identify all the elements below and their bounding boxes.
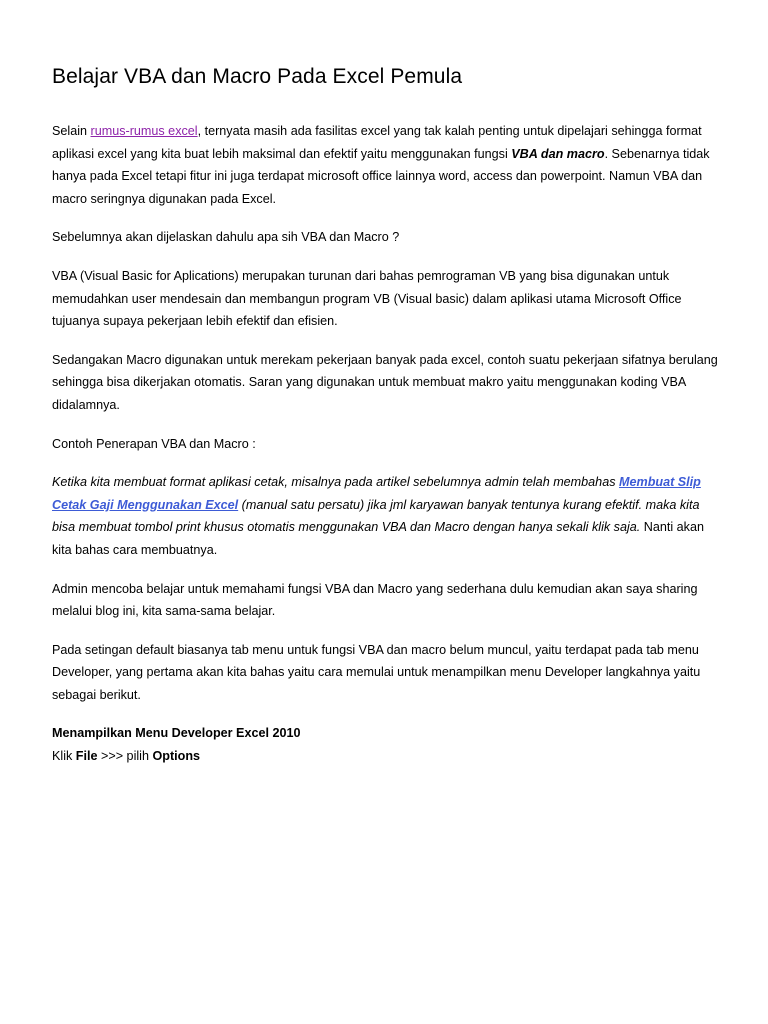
page-title: Belajar VBA dan Macro Pada Excel Pemula <box>52 65 463 88</box>
step-text-mid: >>> pilih <box>97 749 153 764</box>
step-text-pre: Klik <box>52 749 76 764</box>
intro-emphasis: VBA dan macro <box>511 146 605 161</box>
paragraph-vba-definition: VBA (Visual Basic for Aplications) merupakan turunan dari bahas pemrograman VB yang bisa digunakan untuk memudahkan user mendesain dan membangun program VB (Visual basic) dalam aplikasi utama Microsoft Office tujuanya supaya pekerjaan lebih efektif dan efisien. <box>52 268 682 329</box>
paragraph-developer-tab: Pada setingan default biasanya tab menu untuk fungsi VBA dan macro belum muncul, yaitu terdapat pada tab menu Developer, yang pertama akan kita bahas yaitu cara memulai untuk menampilkan menu Developer langkahnya yaitu sebagai berikut. <box>52 642 701 702</box>
rumus-excel-link[interactable]: rumus-rumus excel <box>90 124 198 138</box>
step-file: File <box>75 749 98 764</box>
paragraph-admin: Admin mencoba belajar untuk memahami fungsi VBA dan Macro yang sederhana dulu kemudian akan saya sharing melalui blog ini, kita sama-sama belajar. <box>52 581 698 619</box>
intro-text-post: . Sebenarnya tidak hanya pada Excel tetapi fitur ini juga terdapat microsoft office lainnya word, access dan powerpoint. Namun VBA dan macro seringnya digunakan pada Excel. <box>52 146 710 206</box>
intro-text-pre: Selain <box>52 124 91 138</box>
paragraph-example-heading: Contoh Penerapan VBA dan Macro : <box>52 436 256 451</box>
paragraph-macro-definition: Sedangakan Macro digunakan untuk merekam pekerjaan banyak pada excel, contoh suatu pekerjaan sifatnya berulang sehingga bisa dikerjakan otomatis. Saran yang digunakan untuk membuat makro yaitu menggunakan koding VBA didalamnya. <box>52 352 718 412</box>
example-italic-pre: Ketika kita membuat format aplikasi cetak, misalnya pada artikel sebelumnya admin telah membahas <box>52 475 619 490</box>
paragraph-question: Sebelumnya akan dijelaskan dahulu apa sih VBA dan Macro ? <box>52 230 400 245</box>
example-normal-text: Nanti akan kita bahas cara membuatnya. <box>52 520 704 557</box>
intro-text-mid: , ternyata masih ada fasilitas excel yang tak kalah penting untuk dipelajari sehingga format aplikasi excel yang kita buat lebih maksimal dan efektif yaitu menggunakan fungsi <box>52 124 702 161</box>
paragraph-example <box>52 471 724 561</box>
step-options: Options <box>152 749 201 764</box>
section-subheading: Menampilkan Menu Developer Excel 2010 <box>52 726 301 741</box>
paragraph-intro <box>52 120 724 210</box>
slip-gaji-link[interactable]: Membuat Slip Cetak Gaji Menggunakan Excel <box>52 475 701 512</box>
step-block <box>52 722 724 767</box>
example-italic-post: (manual satu persatu) jika jml karyawan banyak tentunya kurang efektif. maka kita bisa membuat tombol print khusus otomatis menggunakan VBA dan Macro dengan hanya sekali klik saja. <box>52 497 700 535</box>
